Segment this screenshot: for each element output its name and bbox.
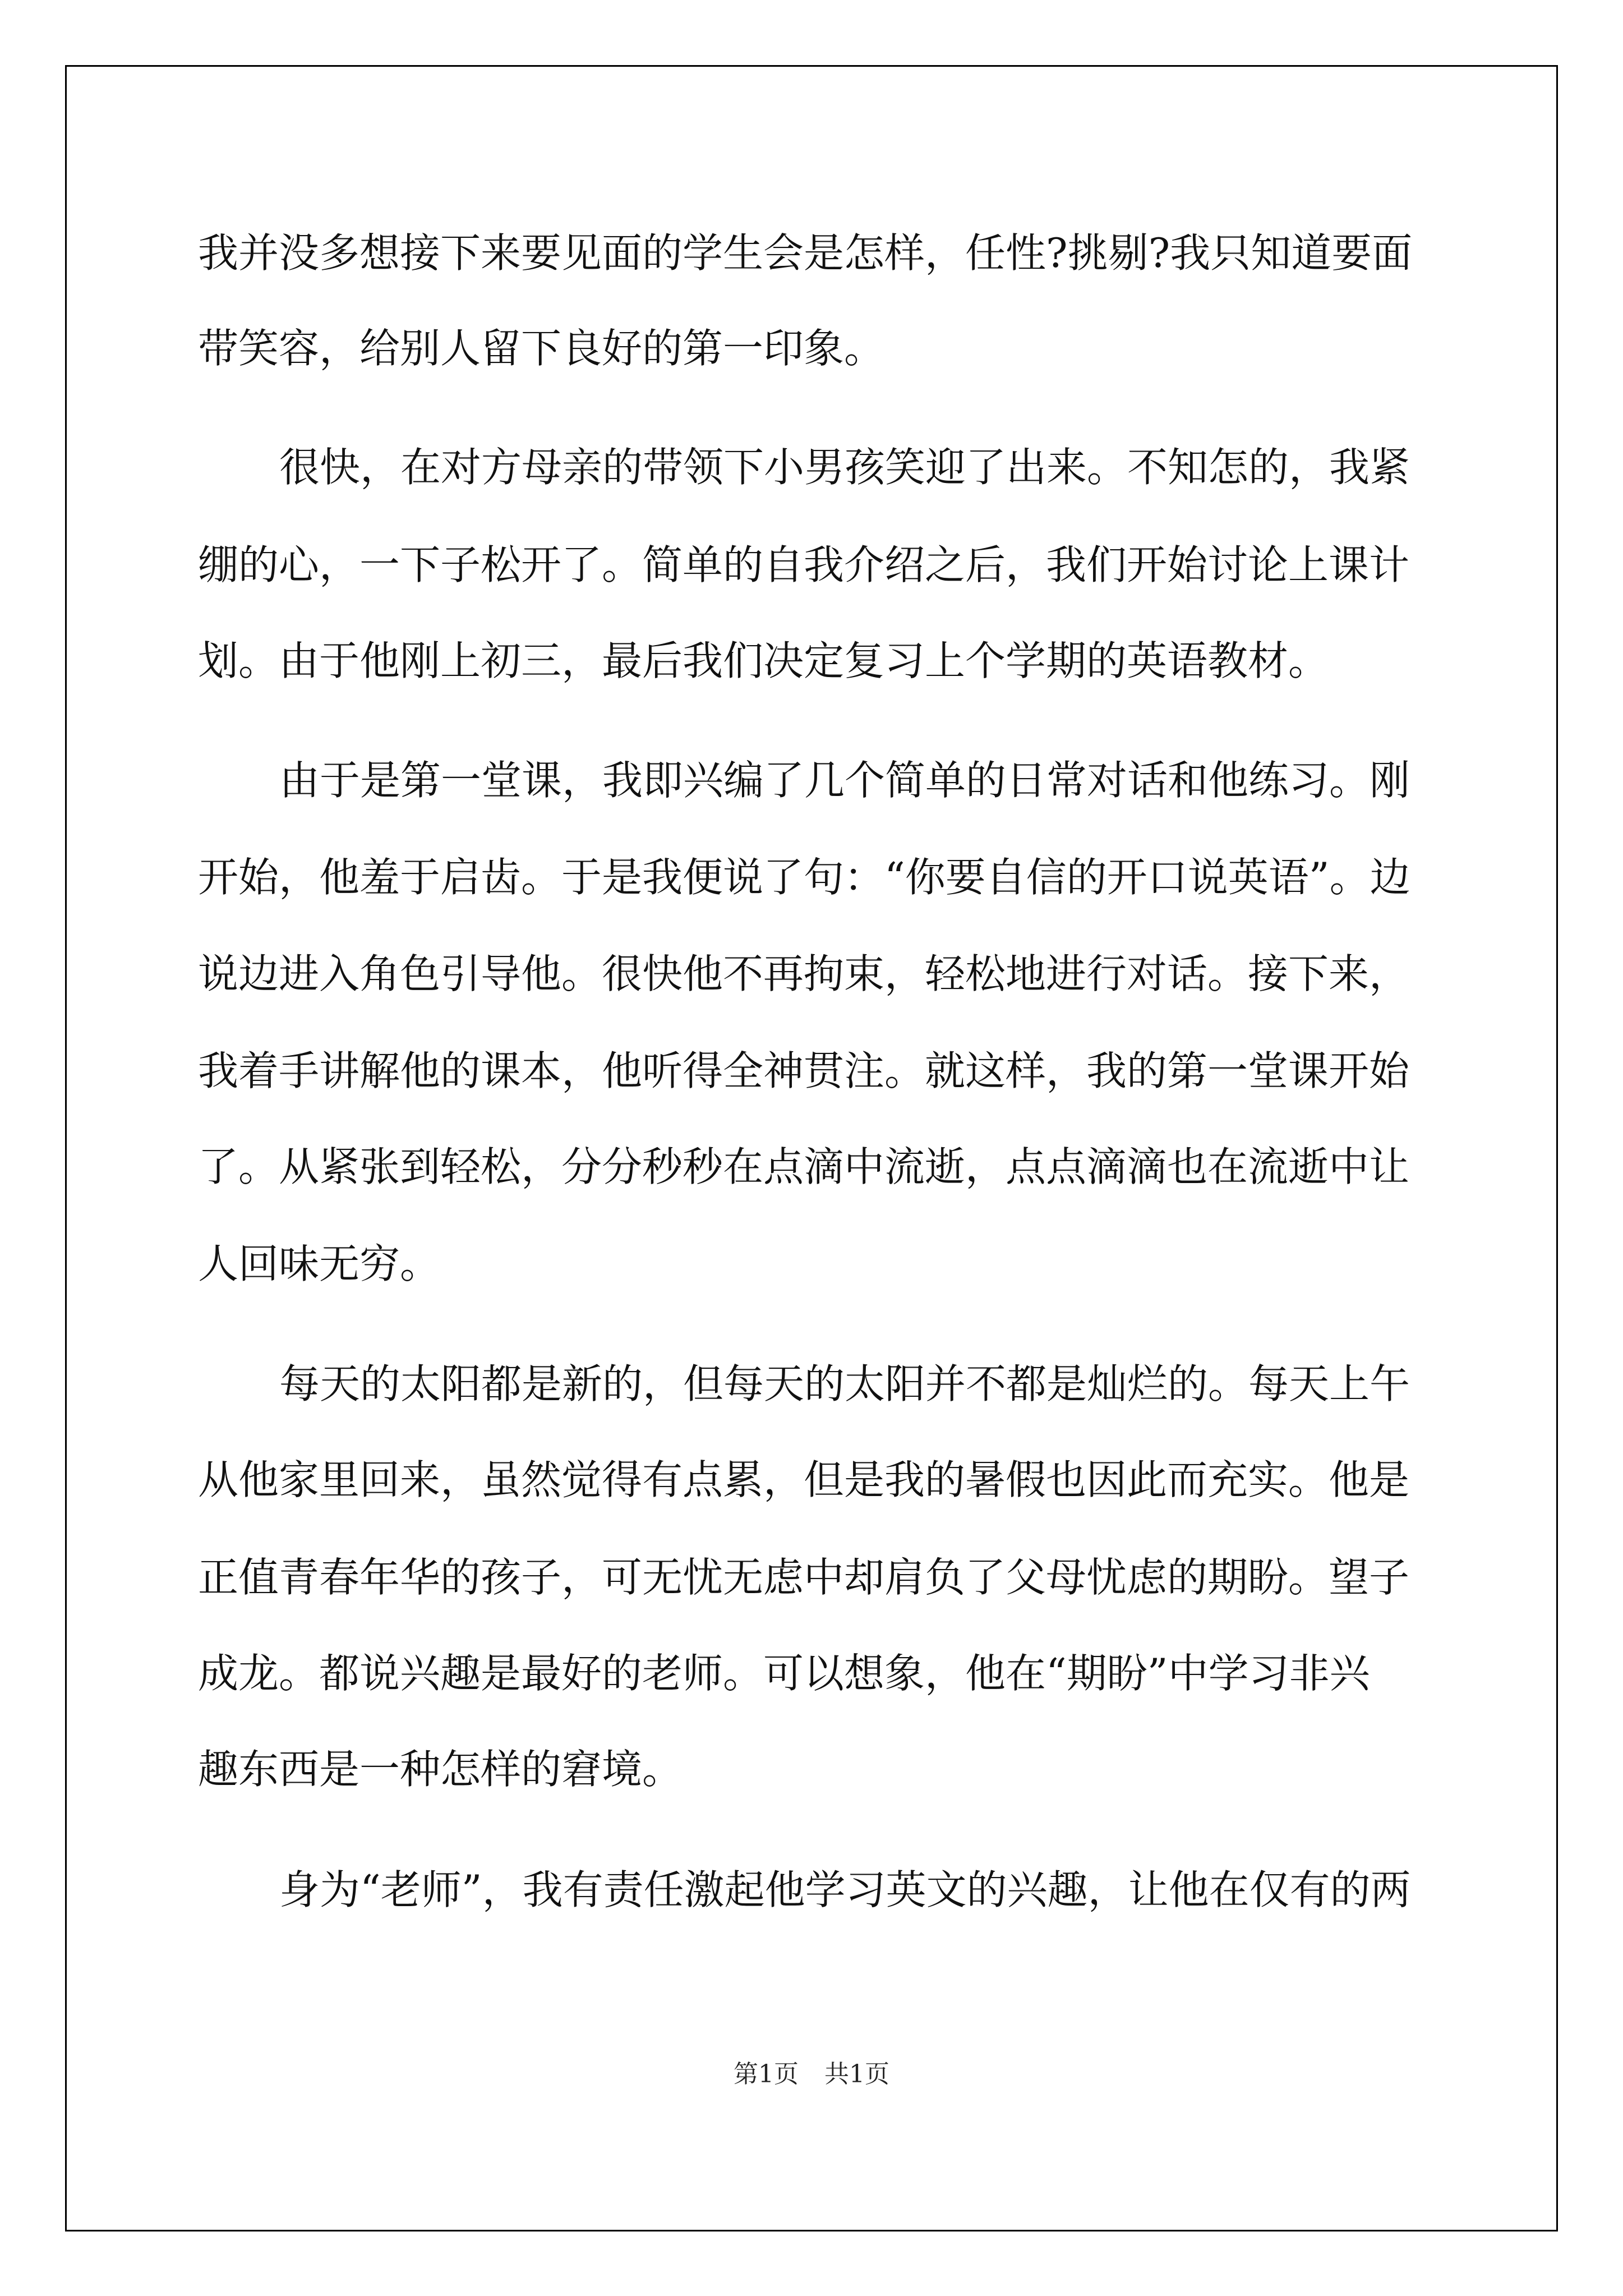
page-number: 第1页 [734, 2060, 799, 2088]
text-line-3: 很快，在对方母亲的带领下小男孩笑迎了出来。不知怎的，我紧 [279, 444, 1410, 491]
text-line-12: 每天的太阳都是新的，但每天的太阳并不都是灿烂的。每天上午 [279, 1360, 1410, 1407]
text-line-9: 我着手讲解他的课本，他听得全神贯注。就这样，我的第一堂课开始 [198, 1047, 1410, 1094]
text-line-15: 成龙。都说兴趣是最好的老师。可以想象，他在“期盼”中学习非兴 [198, 1650, 1370, 1697]
text-line-16: 趣东西是一种怎样的窘境。 [198, 1746, 683, 1793]
text-line-11: 人回味无穷。 [198, 1240, 441, 1287]
text-line-5: 划。由于他刚上初三，最后我们决定复习上个学期的英语教材。 [198, 637, 1329, 684]
text-line-2: 带笑容，给别人留下良好的第一印象。 [198, 325, 885, 372]
text-line-8: 说边进入角色引导他。很快他不再拘束，轻松地进行对话。接下来， [198, 950, 1410, 997]
text-line-14: 正值青春年华的孩子，可无忧无虑中却肩负了父母忧虑的期盼。望子 [198, 1554, 1410, 1601]
text-line-4: 绷的心，一下子松开了。简单的自我介绍之后，我们开始讨论上课计 [198, 541, 1410, 588]
text-line-7: 开始，他羞于启齿。于是我便说了句：“你要自信的开口说英语”。边 [198, 854, 1410, 901]
text-line-1: 我并没多想接下来要见面的学生会是怎样，任性?挑剔?我只知道要面 [198, 229, 1413, 277]
text-line-6: 由于是第一堂课，我即兴编了几个简单的日常对话和他练习。刚 [279, 757, 1410, 804]
page-footer [0, 2058, 1623, 2091]
text-line-13: 从他家里回来，虽然觉得有点累，但是我的暑假也因此而充实。他是 [198, 1456, 1410, 1503]
text-line-17: 身为“老师”，我有责任激起他学习英文的兴趣，让他在仅有的两 [279, 1866, 1411, 1913]
text-line-10: 了。从紧张到轻松，分分秒秒在点滴中流逝，点点滴滴也在流逝中让 [198, 1143, 1410, 1190]
page-total: 共1页 [824, 2060, 889, 2088]
